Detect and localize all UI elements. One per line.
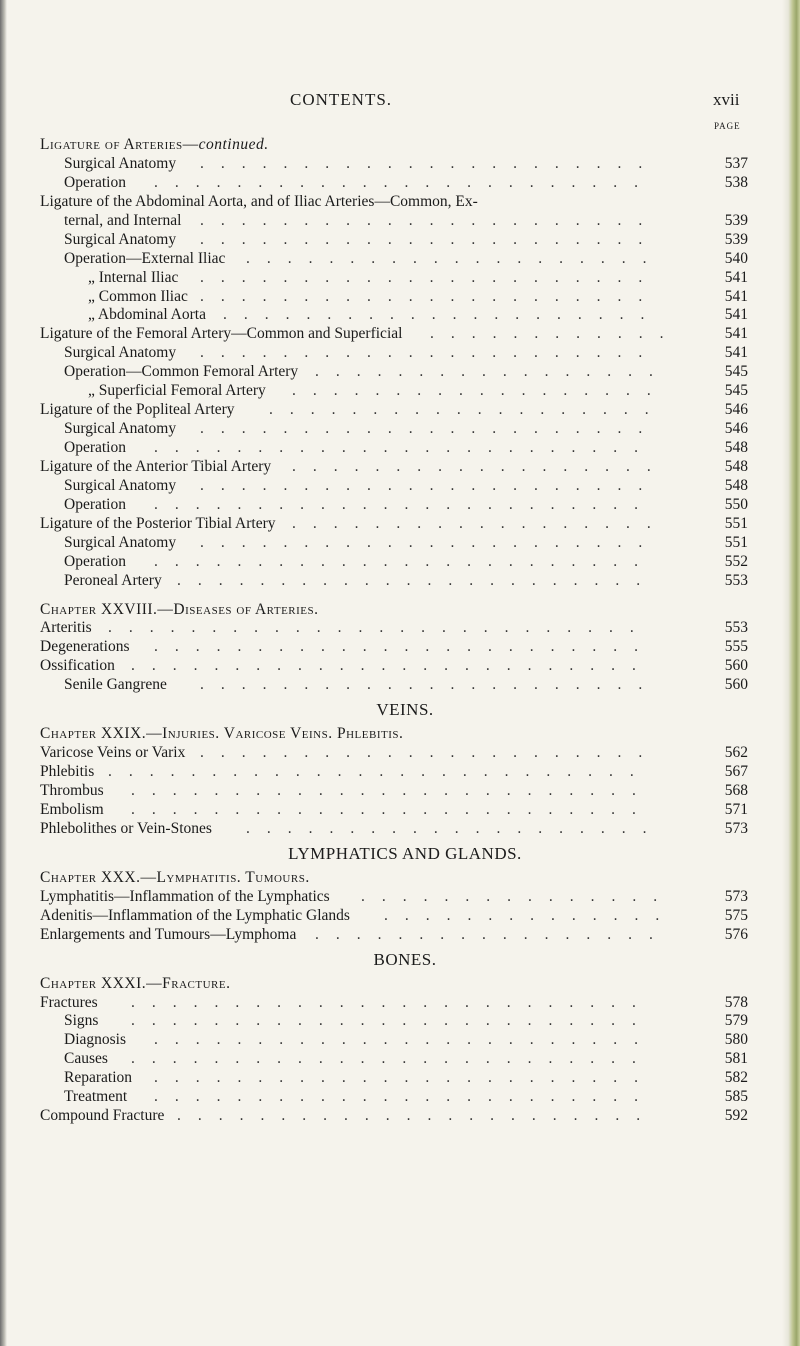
page-number: 539 (724, 211, 748, 229)
entry-title: Diagnosis (64, 1031, 126, 1049)
dot-leader: ...................... (200, 268, 660, 286)
toc-entry (0, 1107, 800, 1126)
toc-entry (0, 515, 800, 534)
entry-title: Ligature of the Posterior Tibial Artery (40, 514, 276, 532)
entry-title: Signs (64, 1012, 99, 1030)
page-number: 581 (724, 1050, 748, 1068)
toc-entry (0, 458, 800, 477)
page-number: 552 (724, 552, 748, 570)
header-title: CONTENTS. (290, 90, 393, 109)
entry-title: Phlebolithes or Vein-Stones (40, 819, 212, 837)
page-number: 575 (724, 906, 748, 924)
entry-title: Senile Gangrene (64, 676, 167, 694)
entry-title: Ligature of the Abdominal Aorta, and of Iliac Arteries—Common, Ex- (40, 192, 478, 210)
dot-leader: ...................... (200, 676, 660, 694)
toc-entry (0, 1031, 800, 1050)
entry-title: Surgical Anatomy (64, 476, 177, 494)
page-number: 548 (724, 439, 748, 456)
entry-title: Operation—Common Femoral Artery (64, 363, 299, 381)
entry-title: ternal, and Internal (64, 211, 182, 229)
page-number: 541 (724, 306, 748, 324)
entry-title: Peroneal Artery (64, 571, 162, 589)
dot-leader: ........................ (154, 1088, 655, 1106)
entry-title: Surgical Anatomy (64, 230, 177, 248)
toc-entry (0, 155, 800, 174)
page-number: 567 (724, 763, 748, 781)
page-column-label: PAGE (714, 121, 741, 131)
dot-leader: ......................... (131, 1012, 653, 1030)
page-number: 546 (724, 401, 748, 419)
header-page-number: xvii (713, 90, 740, 109)
page-number: 573 (724, 819, 748, 837)
dot-leader: ....................... (177, 571, 658, 589)
toc-entry (0, 619, 800, 638)
entry-title: Reparation (64, 1069, 133, 1087)
entry-title: Fractures (40, 993, 98, 1011)
page-number: 571 (724, 800, 748, 818)
dot-leader: ........................ (154, 552, 655, 570)
toc-entry (0, 477, 800, 496)
toc-entry (0, 657, 800, 676)
chapter-heading (0, 601, 800, 620)
page-number: 539 (724, 230, 748, 248)
dot-leader: ........................ (154, 1069, 655, 1087)
page-number: 568 (724, 782, 748, 799)
dot-leader: ................. (315, 925, 670, 943)
page-number: 548 (724, 476, 748, 494)
page-number: 592 (724, 1107, 748, 1125)
toc-entry (0, 534, 800, 553)
page-number: 541 (724, 344, 748, 362)
dot-leader: .................. (292, 382, 668, 400)
entry-title: „ Common Iliac (88, 287, 188, 305)
dot-leader: ..................... (223, 306, 662, 324)
entry-title: Surgical Anatomy (64, 533, 177, 551)
toc-entry (0, 638, 800, 657)
chapter-heading (0, 869, 800, 888)
dot-leader: ...................... (200, 420, 660, 438)
page-number: 579 (724, 1012, 748, 1030)
page-number: 541 (724, 287, 748, 305)
page-number: 541 (724, 325, 748, 343)
entry-title: Adenitis—Inflammation of the Lymphatic Glands (40, 906, 350, 924)
entry-title: Compound Fracture (40, 1107, 165, 1125)
toc-entry (0, 306, 800, 325)
dot-leader: ...................... (200, 287, 660, 305)
toc-entry (0, 193, 800, 212)
toc-entry (0, 1088, 800, 1107)
section-title: VEINS. (376, 700, 434, 720)
dot-leader: ........................ (154, 638, 655, 656)
dot-leader: ........................ (154, 439, 655, 456)
toc-entry (0, 1069, 800, 1088)
page-number: 555 (724, 638, 748, 656)
chapter-heading (0, 725, 800, 744)
toc-entry (0, 1012, 800, 1031)
entry-title: Operation (64, 439, 126, 456)
dot-leader: ................... (269, 401, 666, 419)
section-title: BONES. (373, 949, 437, 969)
dot-leader: ...................... (200, 476, 660, 494)
toc-entry (0, 782, 800, 801)
toc-entry (0, 572, 800, 591)
entry-title: Causes (64, 1050, 108, 1068)
page-number: 578 (724, 993, 748, 1011)
dot-leader: .................. (292, 514, 668, 532)
entry-title: Ligature of the Anterior Tibial Artery (40, 457, 272, 475)
page-number: 538 (724, 173, 748, 191)
entry-title: „ Superficial Femoral Artery (88, 382, 266, 400)
page-number: 545 (724, 363, 748, 381)
dot-leader: ........................ (154, 1031, 655, 1049)
toc-entry (0, 801, 800, 820)
entry-title: Ligature of the Popliteal Artery (40, 401, 235, 419)
dot-leader: .................... (246, 819, 664, 837)
entry-title: Thrombus (40, 782, 104, 799)
page-number: 585 (724, 1088, 748, 1106)
entry-title: Operation—External Iliac (64, 249, 226, 267)
toc-entry (0, 231, 800, 250)
page-number: 540 (724, 249, 748, 267)
dot-leader: ......................... (131, 800, 653, 818)
heading-text: Chapter XXX.—Lymphatitis. Tumours. (40, 868, 310, 886)
entry-title: Degenerations (40, 638, 130, 656)
chapter-heading (0, 136, 800, 155)
dot-leader: ................. (315, 363, 670, 381)
page-number: 545 (724, 382, 748, 400)
toc-entry (0, 820, 800, 839)
chapter-heading (0, 975, 800, 994)
heading-continued: continued. (198, 136, 269, 153)
toc-entry (0, 401, 800, 420)
entry-title: Operation (64, 495, 126, 513)
entry-title: Phlebitis (40, 763, 95, 781)
dot-leader: ......................... (131, 1050, 653, 1068)
entry-title: Surgical Anatomy (64, 344, 177, 362)
heading-text: Chapter XXVIII.—Diseases of Arteries. (40, 600, 319, 618)
toc-entry (0, 994, 800, 1013)
toc-entry (0, 553, 800, 572)
toc-entry (0, 926, 800, 945)
page-number: 553 (724, 571, 748, 589)
entry-title: Ligature of the Femoral Artery—Common and Superficial (40, 325, 403, 343)
toc-entry (0, 344, 800, 363)
dot-leader: ...................... (200, 230, 660, 248)
dot-leader: .................... (246, 249, 664, 267)
entry-title: Ossification (40, 657, 115, 675)
toc-entry (0, 174, 800, 193)
dot-leader: .......................... (108, 619, 651, 637)
entry-title: Varicose Veins or Varix (40, 744, 186, 762)
dot-leader: ......................... (131, 993, 653, 1011)
dot-leader: ........................ (154, 495, 655, 513)
dot-leader: ...................... (200, 344, 660, 362)
entry-title: Arteritis (40, 619, 92, 637)
dot-leader: ............... (361, 887, 675, 905)
heading-text: Ligature of Arteries—continued. (40, 136, 269, 153)
page-number: 560 (724, 657, 748, 675)
dot-leader: ......................... (131, 782, 653, 799)
page-number: 546 (724, 420, 748, 438)
page-number: 550 (724, 495, 748, 513)
dot-leader: ....................... (177, 1107, 658, 1125)
page-number: 580 (724, 1031, 748, 1049)
heading-text: Chapter XXIX.—Injuries. Varicose Veins. Phlebitis. (40, 725, 404, 743)
entry-title: Surgical Anatomy (64, 420, 177, 438)
table-of-contents (0, 136, 800, 1126)
page-number: 582 (724, 1069, 748, 1087)
spacer (0, 591, 800, 601)
dot-leader: ............ (430, 325, 681, 343)
dot-leader: ......................... (131, 657, 653, 675)
page-number: 562 (724, 744, 748, 762)
section-title: LYMPHATICS AND GLANDS. (288, 843, 522, 863)
dot-leader: .............. (384, 906, 677, 924)
dot-leader: ...................... (200, 154, 660, 172)
dot-leader: ........................ (154, 173, 655, 191)
page-number: 551 (724, 533, 748, 551)
page-number: 576 (724, 925, 748, 943)
entry-title: Embolism (40, 800, 104, 818)
dot-leader: ...................... (200, 211, 660, 229)
toc-entry (0, 496, 800, 515)
dot-leader: .......................... (108, 763, 651, 781)
toc-entry (0, 1050, 800, 1069)
entry-title: Enlargements and Tumours—Lymphoma (40, 925, 297, 943)
heading-text: Chapter XXXI.—Fracture. (40, 974, 231, 992)
entry-title: Lymphatitis—Inflammation of the Lymphatics (40, 887, 330, 905)
toc-entry (0, 363, 800, 382)
toc-entry (0, 269, 800, 288)
page-number: 548 (724, 457, 748, 475)
toc-entry (0, 888, 800, 907)
dot-leader: ...................... (200, 744, 660, 762)
entry-title: Surgical Anatomy (64, 154, 177, 172)
toc-entry (0, 382, 800, 401)
dot-leader: .................. (292, 457, 668, 475)
toc-entry (0, 212, 800, 231)
toc-entry (0, 744, 800, 763)
entry-title: Operation (64, 552, 126, 570)
toc-entry (0, 288, 800, 307)
page-number: 541 (724, 268, 748, 286)
entry-title: „ Abdominal Aorta (88, 306, 206, 324)
page-number: 537 (724, 154, 748, 172)
toc-entry (0, 250, 800, 269)
toc-entry (0, 325, 800, 344)
toc-entry (0, 676, 800, 695)
page-number: 551 (724, 514, 748, 532)
toc-entry (0, 439, 800, 458)
dot-leader: ...................... (200, 533, 660, 551)
toc-entry (0, 420, 800, 439)
entry-title: Treatment (64, 1088, 128, 1106)
page-number: 553 (724, 619, 748, 637)
page-number: 573 (724, 887, 748, 905)
toc-entry (0, 763, 800, 782)
entry-title: Operation (64, 173, 126, 191)
running-header (0, 90, 800, 114)
toc-entry (0, 907, 800, 926)
page-number: 560 (724, 676, 748, 694)
entry-title: „ Internal Iliac (88, 268, 179, 286)
